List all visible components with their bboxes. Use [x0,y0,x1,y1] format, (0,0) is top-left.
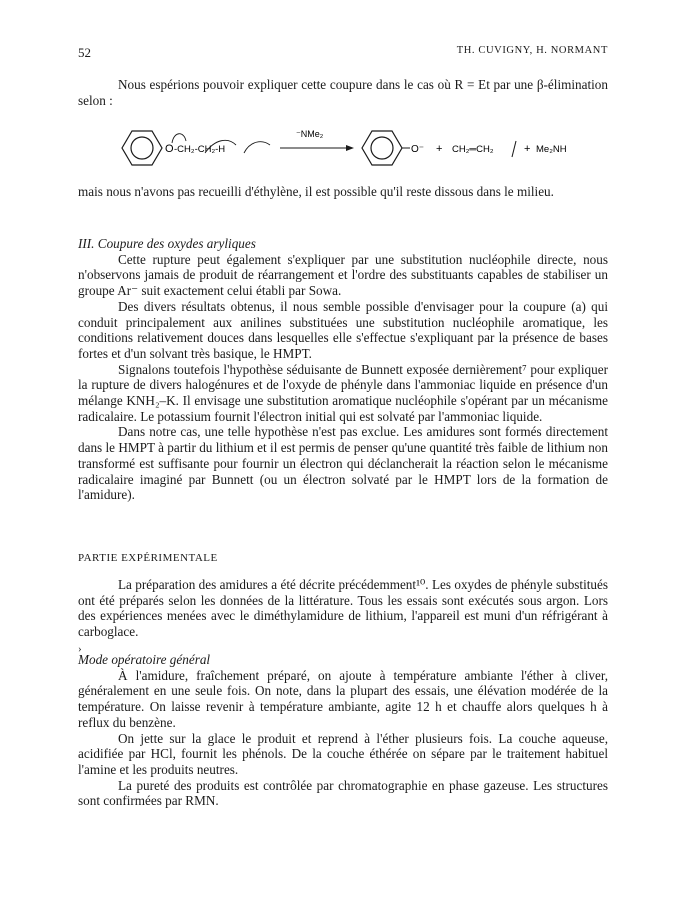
oxygen-left-label: O [165,143,174,155]
electron-arrow-1 [172,134,186,143]
reagent-label: ⁻NMe₂ [296,129,324,139]
mode-paragraph-1: À l'amidure, fraîchement préparé, on ajoute à température ambiante l'éther à cliver, généralement en une seule fois. On note, dans la plupart des essais, une élévation modérée de la température. On laisse revenir à température ambiante, agite 12 h et chauffe alors quelques h à reflux du benzène. [78,667,608,730]
experimental-paragraph [78,577,608,640]
margin-mark: › [78,643,82,655]
dimethylamine-label: Me₂NH [536,144,567,155]
plus-sign-1: + [436,143,443,155]
section-3-paragraph-1: Cette rupture peut également s'expliquer par une substitution nucléophile directe, nous n'observons jamais de produit de réarrangement et l'ordre des substituants capables de stabiliser un groupe Ar⁻ suit exactement celui établi par Sowa. [78,251,608,299]
page-header [78,45,608,63]
page-number: 52 [78,45,91,60]
experimental-text: La préparation des amidures a été décrite précédemment¹⁰. Les oxydes de phényle substitués ont été préparés selon les données de la littérature. Tous les essais sont exécutés sous argon. Lors des expériences menées avec le diméthylamidure de lithium, l'appareil est muni d'un réfrigérant à carboglace. [78,577,608,640]
ethylene-label: CH₂═CH₂ [452,144,494,155]
section-3-title: III. Coupure des oxydes aryliques [78,236,256,251]
intro-paragraph [78,77,608,108]
intro-text: Nous espérions pouvoir expliquer cette coupure dans le cas où R = Et par une β-élimination selon : [78,77,608,108]
section-3-paragraph-2: Des divers résultats obtenus, il nous semble possible d'envisager pour la coupure (a) qui conduit principalement aux anilines substituées une substitution nucléophile aromatique, les conditions relativement douces dans lesquelles elle s'effectue s'expliquant par la présence de bases fortes et d'un solvant très basique, le HMPT. [78,298,608,361]
mode-paragraph-3: La pureté des produits est contrôlée par chromatographie en phase gazeuse. Les structures sont confirmées par RMN. [78,777,608,809]
electron-arrow-3 [244,142,270,153]
reaction-arrow-head [346,145,354,151]
phenoxide-label: O⁻ [411,144,425,155]
plus-sign-2: + [524,143,531,155]
mode-paragraph-2: On jette sur la glace le produit et reprend à l'éther plusieurs fois. La couche aqueuse, acidifiée par HCl, fournit les phénols. De la couche éthérée on sépare par le traitement habituel l'amine et les produits neutres. [78,730,608,777]
gas-arrow [512,141,516,157]
after-scheme-paragraph [78,184,608,200]
section-3 [78,236,608,503]
after-scheme-text: mais nous n'avons pas recueilli d'éthylène, il est possible qu'il reste dissous dans le milieu. [78,184,554,199]
benzene-ring-right [362,131,402,165]
mode-title: Mode opératoire général [78,652,211,667]
experimental-heading: PARTIE EXPÉRIMENTALE [78,552,218,564]
reaction-scheme [110,117,580,177]
benzene-ring-left [122,131,162,165]
mode-section [78,652,608,809]
running-head: TH. CUVIGNY, H. NORMANT [456,45,608,56]
section-3-paragraph-3: Signalons toutefois l'hypothèse séduisante de Bunnett exposée dernièrement⁷ pour expliquer la rupture de divers halogénures et de l'oxyde de phényle dans l'ammoniac liquide en présence d'un mélange KNH₂–K. Il envisage une substitution aromatique nucléophile s'opérant par un mécanisme radicalaire. Le potassium fournit l'électron initial qui est solvaté par l'ammoniac liquide. [78,361,608,424]
chain-fragment: -CH₂-CH₂-H [174,144,226,155]
section-3-paragraph-4: Dans notre cas, une telle hypothèse n'est pas exclue. Les amidures sont formés directement dans le HMPT à partir du lithium et il est permis de penser qu'une quantité très faible de lithium non transformé est suffisante pour fournir un électron qui déclancherait la réaction selon le mécanisme radicalaire imaginé par Bunnett (ou un électron solvaté par le HMPT lors de la formation de l'amidure). [78,424,608,503]
